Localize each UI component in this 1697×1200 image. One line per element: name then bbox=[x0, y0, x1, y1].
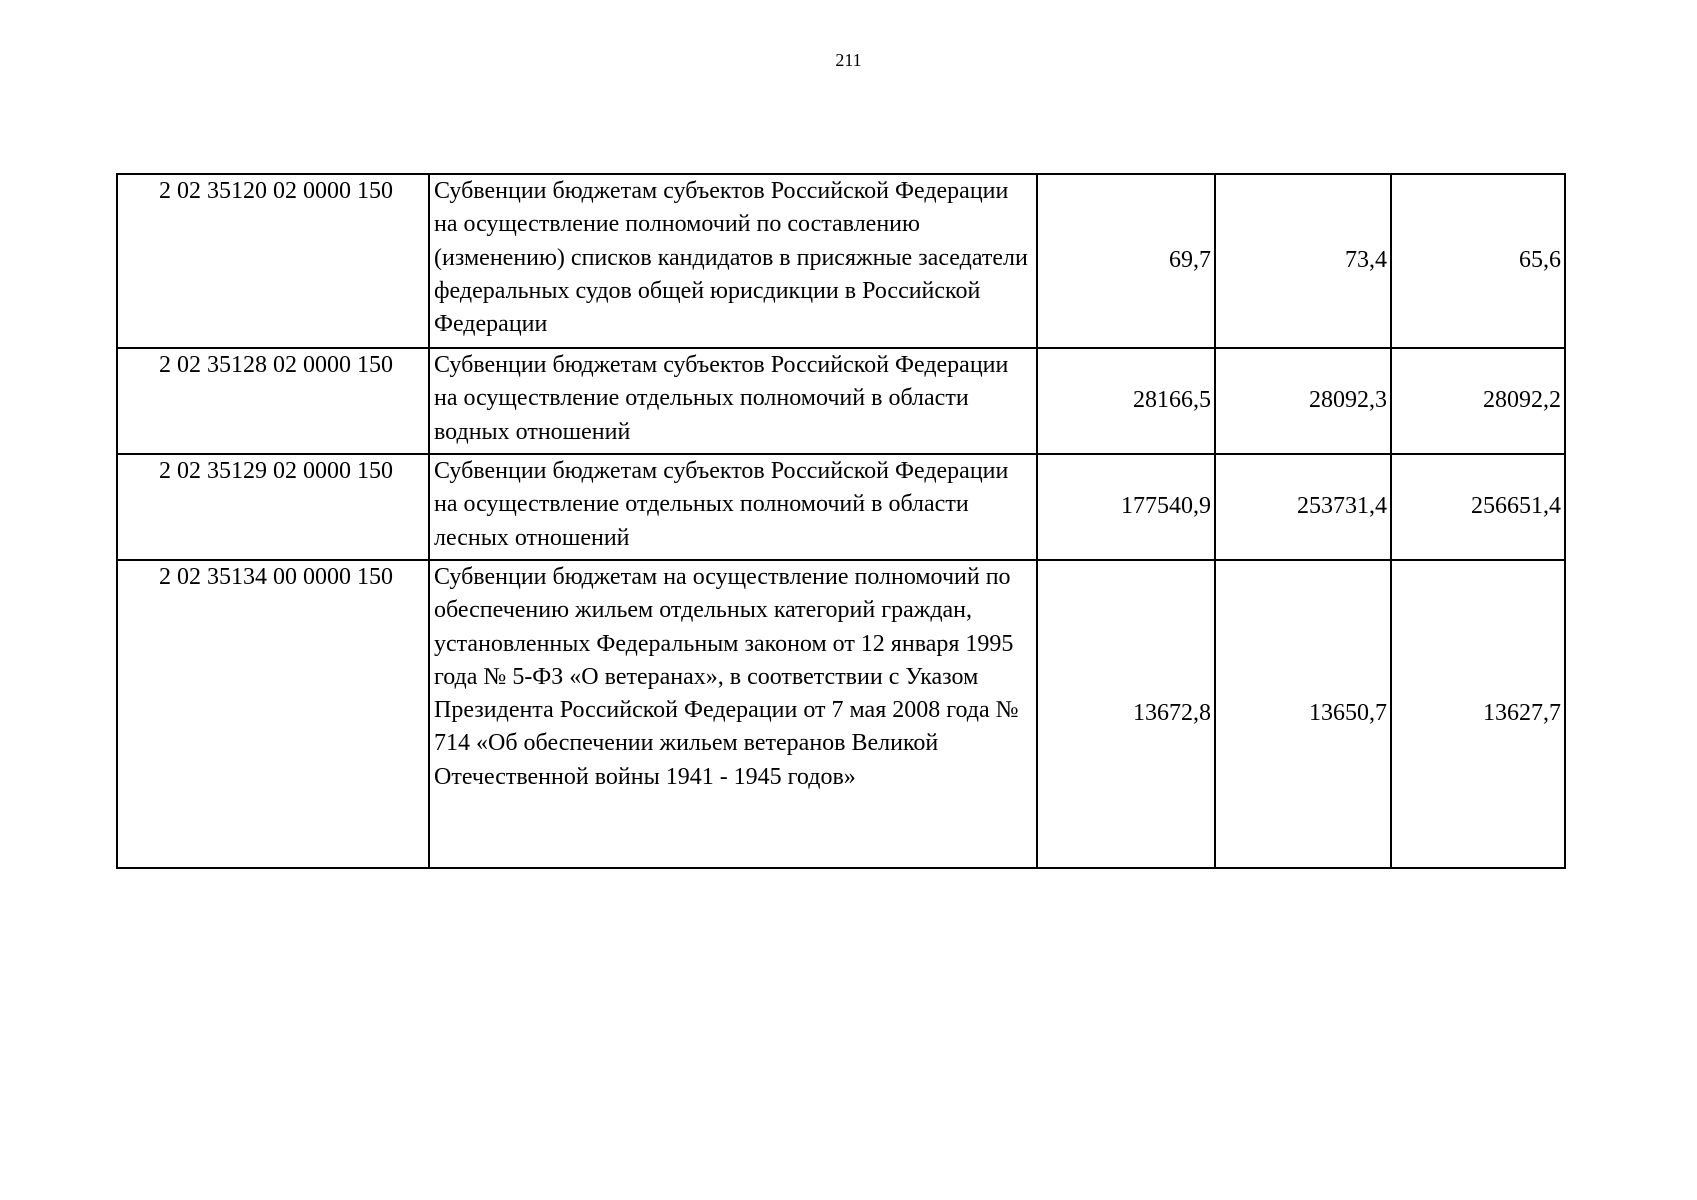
table-row bbox=[117, 348, 1565, 454]
value-year-2: 28092,3 bbox=[1215, 348, 1391, 454]
value-year-3: 13627,7 bbox=[1391, 560, 1565, 868]
budget-code-cell bbox=[117, 560, 429, 868]
revenue-name-cell: Субвенции бюджетам субъектов Российской Федерации на осуществление полномочий по составлению (изменению) списков кандидатов в присяжные заседатели федеральных судов общей юрисдикции в Российской Федерации bbox=[429, 174, 1037, 348]
table-row bbox=[117, 560, 1565, 868]
value-year-2: 253731,4 bbox=[1215, 454, 1391, 560]
budget-code: 2 02 35129 02 0000 150 bbox=[159, 458, 393, 484]
value-year-3: 28092,2 bbox=[1391, 348, 1565, 454]
value-year-1: 13672,8 bbox=[1037, 560, 1215, 868]
budget-code-cell bbox=[117, 454, 429, 560]
value-year-1: 69,7 bbox=[1037, 174, 1215, 348]
table-row bbox=[117, 454, 1565, 560]
budget-code: 2 02 35120 02 0000 150 bbox=[159, 178, 393, 204]
revenue-name-cell: Субвенции бюджетам субъектов Российской Федерации на осуществление отдельных полномочий в области водных отношений bbox=[429, 348, 1037, 454]
value-year-1: 28166,5 bbox=[1037, 348, 1215, 454]
table-row bbox=[117, 174, 1565, 348]
budget-table bbox=[116, 173, 1566, 869]
budget-code-cell bbox=[117, 174, 429, 348]
budget-code: 2 02 35128 02 0000 150 bbox=[159, 352, 393, 378]
value-year-3: 256651,4 bbox=[1391, 454, 1565, 560]
value-year-2: 73,4 bbox=[1215, 174, 1391, 348]
value-year-3: 65,6 bbox=[1391, 174, 1565, 348]
value-year-2: 13650,7 bbox=[1215, 560, 1391, 868]
revenue-name-cell: Субвенции бюджетам субъектов Российской Федерации на осуществление отдельных полномочий в области лесных отношений bbox=[429, 454, 1037, 560]
budget-code-cell bbox=[117, 348, 429, 454]
value-year-1: 177540,9 bbox=[1037, 454, 1215, 560]
revenue-name-cell: Субвенции бюджетам на осуществление полномочий по обеспечению жильем отдельных категорий граждан, установленных Федеральным законом от 12 января 1995 года № 5-ФЗ «О ветеранах», в соответствии с Указом Президента Российской Федерации от 7 мая 2008 года № 714 «Об обеспечении жильем ветеранов Великой Отечественной войны 1941 - 1945 годов» bbox=[429, 560, 1037, 868]
page-number: 211 bbox=[835, 50, 862, 70]
budget-code: 2 02 35134 00 0000 150 bbox=[159, 564, 393, 590]
